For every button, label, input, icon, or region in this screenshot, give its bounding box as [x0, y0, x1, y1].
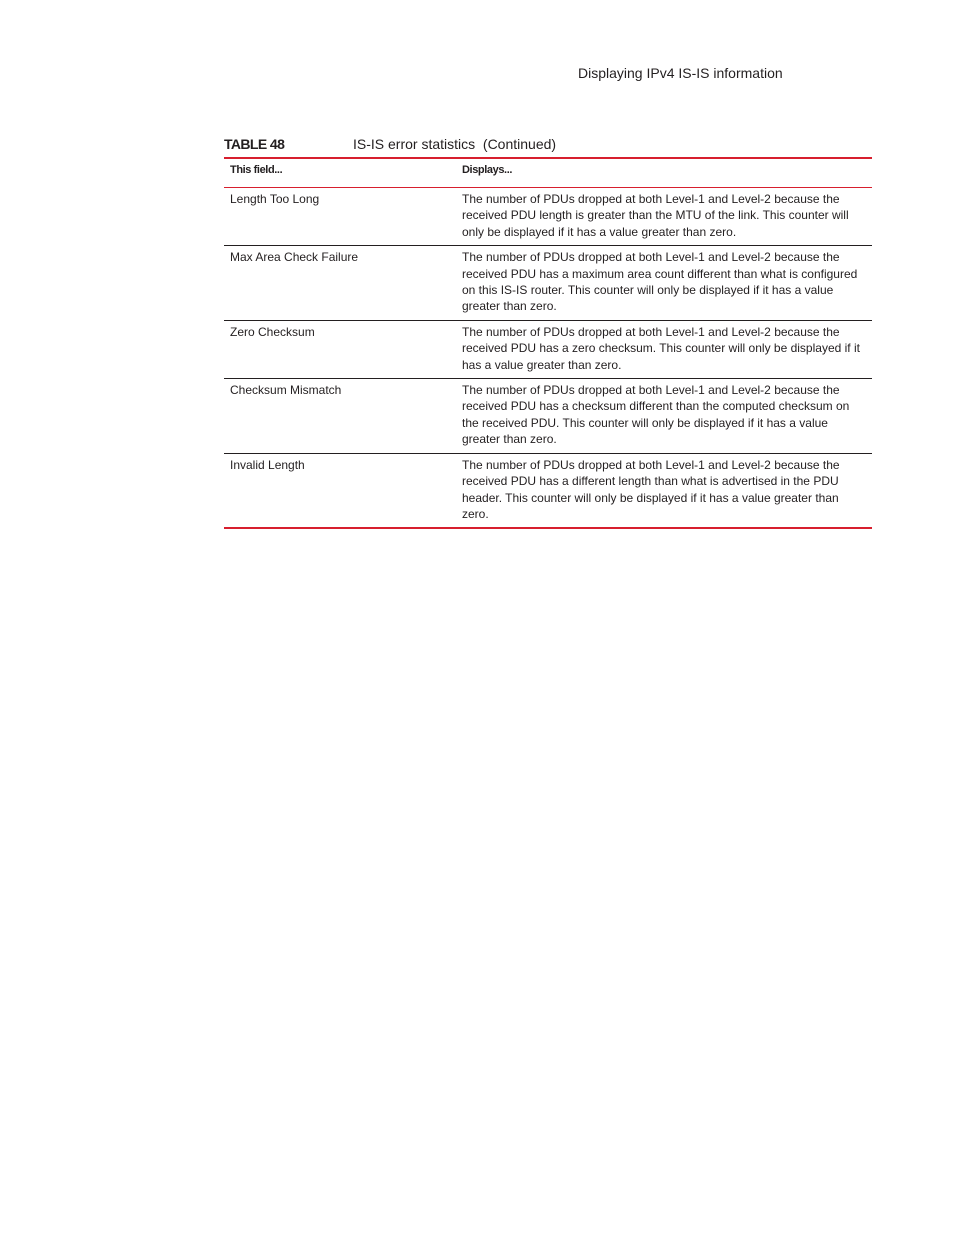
field-description: The number of PDUs dropped at both Level-1 and Level-2 because the received PDU has a different length than what is advertised in the PDU header. This counter will only be displayed if it has a value greater than zero.	[462, 457, 840, 521]
column-header-field: This field...	[230, 164, 283, 176]
field-name: Invalid Length	[230, 457, 305, 472]
field-name: Length Too Long	[230, 192, 320, 206]
table-row	[224, 379, 872, 454]
field-name: Zero Checksum	[230, 324, 315, 339]
table-title: IS-IS error statistics (Continued)	[353, 136, 557, 152]
field-description: The number of PDUs dropped at both Level-1 and Level-2 because the received PDU length is greater than the MTU of the link. This counter will only be displayed if it has a value greater than zero.	[462, 192, 849, 239]
error-statistics-table	[224, 157, 872, 529]
field-description: The number of PDUs dropped at both Level-1 and Level-2 because the received PDU has a checksum different than the computed checksum on the received PDU. This counter will only be displayed if it has a value greater than zero.	[462, 383, 850, 447]
column-header-displays: Displays...	[462, 164, 513, 176]
table-row	[224, 188, 872, 246]
field-name: Checksum Mismatch	[230, 383, 342, 398]
table-number: TABLE 48	[224, 136, 285, 152]
table-caption	[224, 135, 872, 155]
table-row	[224, 320, 872, 378]
table-row	[224, 453, 872, 528]
running-header: Displaying IPv4 IS-IS information	[578, 65, 783, 81]
field-name: Max Area Check Failure	[230, 250, 359, 265]
table-header-row	[224, 158, 872, 188]
table-row	[224, 246, 872, 321]
field-description: The number of PDUs dropped at both Level-1 and Level-2 because the received PDU has a maximum area count different than what is configured on this IS-IS router. This counter will only be displayed if it has a value greater than zero.	[462, 250, 858, 314]
field-description: The number of PDUs dropped at both Level-1 and Level-2 because the received PDU has a zero checksum. This counter will only be displayed if it has a value greater than zero.	[462, 324, 860, 372]
